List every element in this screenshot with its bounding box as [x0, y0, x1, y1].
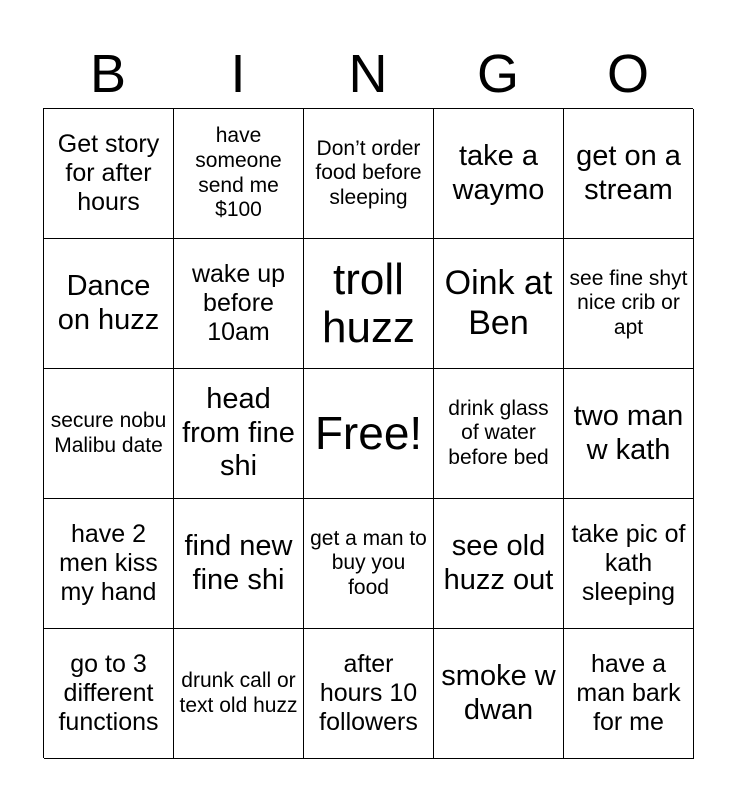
header-letter-i: I — [230, 44, 246, 104]
bingo-cell-r1-c5[interactable] — [564, 109, 694, 239]
cell-text: drunk call or text old huzz — [179, 668, 298, 717]
cell-text: have a man bark for me — [576, 649, 681, 737]
bingo-cell-r3-c1[interactable] — [44, 369, 174, 499]
cell-text: go to 3 different functions — [58, 649, 159, 737]
bingo-cell-r1-c1[interactable] — [44, 109, 174, 239]
bingo-cell-r4-c3[interactable] — [304, 499, 434, 629]
cell-text: head from fine shi — [182, 382, 295, 483]
cell-text: get a man to buy you food — [310, 526, 427, 599]
bingo-cell-r5-c1[interactable] — [44, 629, 174, 759]
cell-text: have 2 men kiss my hand — [59, 519, 158, 607]
bingo-cell-r5-c4[interactable] — [434, 629, 564, 759]
cell-text: take pic of kath sleeping — [571, 519, 686, 607]
free-space-label: Free! — [314, 406, 423, 459]
cell-text: smoke w dwan — [441, 659, 556, 726]
bingo-cell-r4-c1[interactable] — [44, 499, 174, 629]
cell-text: take a waymo — [452, 139, 545, 206]
bingo-cell-r5-c2[interactable] — [174, 629, 304, 759]
header-letter-b: B — [89, 44, 127, 104]
bingo-header — [43, 40, 693, 108]
bingo-cell-r2-c5[interactable] — [564, 239, 694, 369]
bingo-cell-r5-c3[interactable] — [304, 629, 434, 759]
bingo-cell-r4-c4[interactable] — [434, 499, 564, 629]
header-letter-g: G — [476, 44, 519, 104]
bingo-cell-r2-c2[interactable] — [174, 239, 304, 369]
bingo-cell-r2-c4[interactable] — [434, 239, 564, 369]
bingo-cell-r1-c3[interactable] — [304, 109, 434, 239]
bingo-cell-r3-c4[interactable] — [434, 369, 564, 499]
cell-text: troll huzz — [322, 254, 415, 352]
cell-text: find new fine shi — [184, 529, 293, 596]
bingo-cell-r2-c3[interactable] — [304, 239, 434, 369]
cell-text: Dance on huzz — [57, 269, 160, 336]
bingo-cell-r3-c2[interactable] — [174, 369, 304, 499]
cell-text: see old huzz out — [443, 529, 554, 596]
header-letter-n: N — [348, 44, 388, 104]
cell-text: Get story for after hours — [57, 129, 160, 217]
cell-text: two man w kath — [573, 399, 684, 466]
bingo-cell-r2-c1[interactable] — [44, 239, 174, 369]
bingo-cell-r1-c4[interactable] — [434, 109, 564, 239]
header-letter-o: O — [606, 44, 649, 104]
bingo-cell-r1-c2[interactable] — [174, 109, 304, 239]
cell-text: get on a stream — [576, 139, 681, 206]
bingo-card-grid — [43, 108, 693, 758]
cell-text: drink glass of water before bed — [448, 396, 549, 469]
cell-text: Don’t order food before sleeping — [315, 136, 422, 209]
cell-text: after hours 10 followers — [319, 649, 418, 737]
cell-text: have someone send me $100 — [195, 124, 282, 222]
bingo-cell-r3-c5[interactable] — [564, 369, 694, 499]
free-space-cell[interactable] — [304, 369, 434, 499]
cell-text: see fine shyt nice crib or apt — [569, 266, 688, 339]
bingo-cell-r4-c2[interactable] — [174, 499, 304, 629]
bingo-cell-r5-c5[interactable] — [564, 629, 694, 759]
bingo-cell-r4-c5[interactable] — [564, 499, 694, 629]
cell-text: wake up before 10am — [191, 259, 286, 347]
cell-text: secure nobu Malibu date — [50, 408, 167, 457]
cell-text: Oink at Ben — [444, 263, 553, 342]
